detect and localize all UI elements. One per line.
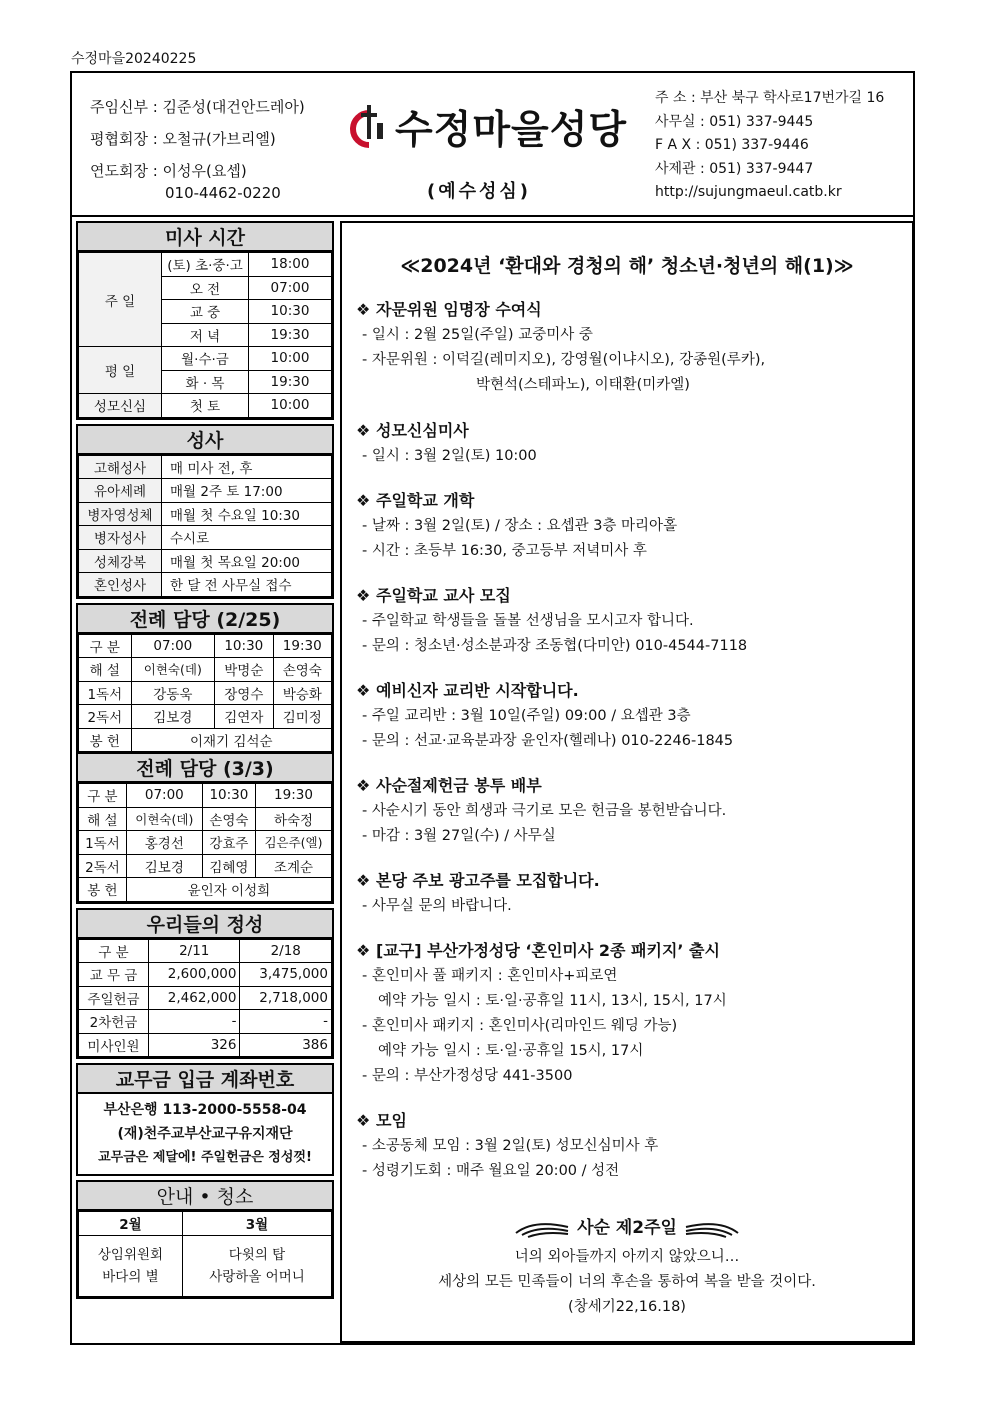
verse-line: 세상의 모든 민족들이 너의 후손을 통하여 복을 받을 것이다.	[438, 1273, 816, 1290]
offering-header: 2/18	[240, 939, 332, 963]
sunday-label: 주 일	[79, 253, 162, 347]
offering-value: 326	[149, 1033, 240, 1057]
offering-value: -	[240, 1010, 332, 1034]
liturgy-header: 구 분	[79, 784, 127, 808]
cleaning-group: 사랑하올 어머니	[209, 1268, 305, 1285]
offering-label: 2차헌금	[79, 1010, 149, 1034]
liturgy-cell: 강동욱	[131, 681, 215, 705]
notice-line: - 소공동체 모임 : 3월 2일(토) 성모신심미사 후	[362, 1138, 659, 1154]
liturgy-header: 07:00	[126, 784, 202, 808]
liturgy-cell: 박명순	[215, 658, 273, 682]
sacraments-table	[78, 455, 332, 597]
liturgy-cell: 이현숙(데)	[131, 658, 215, 682]
sacraments-box	[76, 424, 334, 599]
notices-title: ≪2024년 ‘환대와 경청의 해’ 청소년·청년의 해(1)≫	[400, 255, 854, 277]
liturgy-offering: 윤인자 이성희	[126, 878, 331, 902]
liturgy-role: 해 설	[79, 807, 127, 831]
offering-label: 교 무 금	[79, 963, 149, 987]
liturgy-header: 19:30	[255, 784, 331, 808]
fax: F A X : 051) 337-9446	[655, 137, 809, 153]
cleaning-group: 바다의 별	[102, 1268, 159, 1285]
offering-value: 2,718,000	[240, 986, 332, 1010]
sacrament-value: 매월 첫 수요일 10:30	[162, 502, 332, 526]
liturgy-role: 2독서	[79, 705, 132, 729]
sacrament-value: 한 달 전 사무실 접수	[162, 573, 332, 597]
notice-heading-text: 모임	[376, 1111, 407, 1130]
cleaning-mar	[183, 1235, 332, 1296]
rectory-phone: 사제관 : 051) 337-9447	[655, 160, 814, 177]
liturgy-role: 해 설	[79, 658, 132, 682]
contact-info	[655, 87, 884, 205]
offering-value: 3,475,000	[240, 963, 332, 987]
header	[72, 73, 913, 217]
notice-heading	[356, 868, 911, 894]
offering-value: 386	[240, 1033, 332, 1057]
notice-line: - 혼인미사 패키지 : 혼인미사(리마인드 웨딩 가능)	[362, 1018, 678, 1034]
sacrament-name: 혼인성사	[79, 573, 162, 597]
office-phone: 사무실 : 051) 337-9445	[655, 113, 814, 130]
notice-heading	[356, 773, 911, 799]
liturgy-header: 19:30	[273, 634, 331, 658]
liturgy-cell: 김혜영	[202, 854, 255, 878]
liturgy-box	[76, 603, 334, 904]
notice-section	[356, 297, 911, 398]
cleaning-feb	[79, 1235, 183, 1296]
sacrament-value: 매 미사 전, 후	[162, 455, 332, 479]
cleaning-table	[78, 1211, 332, 1297]
liturgy-cell: 김미정	[273, 705, 331, 729]
mass-name: (토) 초·중·고	[162, 253, 249, 277]
notice-section	[356, 678, 911, 754]
notice-heading	[356, 938, 911, 964]
church-brand	[347, 97, 647, 157]
liturgy2-title: 전례 담당 (3/3)	[78, 752, 332, 783]
account-details	[78, 1094, 332, 1174]
cleaning-month: 3월	[183, 1212, 332, 1236]
sacrament-value: 매월 첫 목요일 20:00	[162, 549, 332, 573]
verse-reference: (창세기22,16.18)	[568, 1298, 686, 1315]
diamond-icon: ❖	[356, 1111, 371, 1130]
mass-name: 첫 토	[162, 394, 249, 418]
liturgy1-title: 전례 담당 (2/25)	[78, 605, 332, 634]
liturgy-cell: 조계순	[255, 854, 331, 878]
notice-heading	[356, 678, 911, 704]
verse-text	[342, 1245, 912, 1320]
left-wing-ornament-icon	[514, 1219, 572, 1239]
notice-heading-text: 사순절제헌금 봉투 배부	[376, 776, 542, 795]
sacrament-value: 매월 2주 토 17:00	[162, 479, 332, 503]
church-logo-icon	[347, 103, 391, 153]
notice-line: - 문의 : 부산가정성당 441-3500	[362, 1068, 573, 1084]
cleaning-month: 2월	[79, 1212, 183, 1236]
notice-line: - 문의 : 청소년·성소분과장 조동협(다미안) 010-4544-7118	[362, 638, 748, 654]
sacrament-value: 수시로	[162, 526, 332, 550]
council-president: 평협회장 : 오철규(가브리엘)	[90, 130, 276, 148]
notice-heading-text: 성모신심미사	[376, 421, 469, 440]
leaders-info	[90, 91, 305, 209]
offerings-table	[78, 939, 332, 1058]
mass-time: 19:30	[249, 370, 332, 394]
offering-header: 2/11	[149, 939, 240, 963]
notice-line: - 사순시기 동안 희생과 극기로 모은 헌금을 봉헌받습니다.	[362, 803, 727, 819]
liturgy-cell: 하숙정	[255, 807, 331, 831]
liturgy-cell: 손영숙	[202, 807, 255, 831]
website-link[interactable]: http://sujungmaeul.catb.kr	[655, 184, 842, 200]
offering-header: 구 분	[79, 939, 149, 963]
notice-line: - 자문위원 : 이덕길(레미지오), 강영월(이냐시오), 강종원(루카),	[362, 352, 766, 368]
sacrament-name: 병자영성체	[79, 502, 162, 526]
address: 주 소 : 부산 북구 학사로17번가길 16	[655, 90, 885, 106]
mass-name: 저 녁	[162, 323, 249, 347]
cleaning-box	[76, 1180, 334, 1299]
liturgy2-table	[78, 783, 332, 902]
liturgy-header: 구 분	[79, 634, 132, 658]
liturgy-role: 봉 헌	[79, 878, 127, 902]
account-box	[76, 1063, 334, 1176]
notice-heading	[356, 418, 911, 444]
notice-line: - 일시 : 3월 2일(토) 10:00	[362, 448, 537, 464]
sacrament-name: 유아세례	[79, 479, 162, 503]
notice-line: - 사무실 문의 바랍니다.	[362, 898, 512, 914]
notices-column	[340, 221, 914, 1343]
notice-line: - 일시 : 2월 25일(주일) 교중미사 중	[362, 327, 593, 343]
diamond-icon: ❖	[356, 300, 371, 319]
liturgy-role: 봉 헌	[79, 728, 132, 752]
liturgy-cell: 이현숙(데)	[126, 807, 202, 831]
notice-heading	[356, 297, 911, 323]
liturgy-cell: 홍경선	[126, 831, 202, 855]
offering-label: 미사인원	[79, 1033, 149, 1057]
church-name: 수정마을성당	[395, 108, 628, 153]
bulletin-frame	[70, 71, 915, 1345]
offerings-title: 우리들의 정성	[78, 910, 332, 939]
notice-line: - 주일학교 학생들을 돌볼 선생님을 모시고자 합니다.	[362, 613, 694, 629]
notice-section	[356, 1108, 911, 1184]
offerings-box	[76, 908, 334, 1060]
notice-line: 예약 가능 일시 : 토·일·공휴일 11시, 13시, 15시, 17시	[378, 993, 727, 1009]
offering-value: 2,600,000	[149, 963, 240, 987]
mass-time: 10:00	[249, 394, 332, 418]
account-note: 교무금은 제달에! 주일헌금은 정성껏!	[98, 1150, 312, 1165]
sacrament-name: 병자성사	[79, 526, 162, 550]
diamond-icon: ❖	[356, 871, 371, 890]
notice-section	[356, 583, 911, 659]
liturgy-cell: 김보경	[131, 705, 215, 729]
notice-line: 박현석(스테파노), 이태환(미카엘)	[476, 377, 690, 393]
notice-line: 예약 가능 일시 : 토·일·공휴일 15시, 17시	[378, 1043, 644, 1059]
liturgy-cell: 김보경	[126, 854, 202, 878]
notice-line: - 성령기도회 : 매주 월요일 20:00 / 성전	[362, 1163, 620, 1179]
closing-heading	[342, 1213, 912, 1239]
diamond-icon: ❖	[356, 421, 371, 440]
notice-heading-text: 주일학교 개학	[376, 491, 475, 510]
mass-time: 19:30	[249, 323, 332, 347]
mass-name: 오 전	[162, 276, 249, 300]
mass-times-table	[78, 252, 332, 418]
liturgy-cell: 강효주	[202, 831, 255, 855]
notice-line: - 마감 : 3월 27일(수) / 사무실	[362, 828, 556, 844]
diamond-icon: ❖	[356, 681, 371, 700]
bank-account: 부산은행 113-2000-5558-04	[103, 1102, 307, 1118]
mass-time: 07:00	[249, 276, 332, 300]
mass-time: 10:00	[249, 347, 332, 371]
notice-heading-text: 주일학교 교사 모집	[376, 586, 511, 605]
notice-section	[356, 488, 911, 564]
liturgy-cell: 장영수	[215, 681, 273, 705]
motto: (예수성심)	[427, 181, 532, 202]
sacrament-name: 성체강복	[79, 549, 162, 573]
notice-heading-text: 예비신자 교리반 시작합니다.	[376, 681, 579, 700]
notice-section	[356, 418, 911, 469]
sacraments-title: 성사	[78, 426, 332, 455]
offering-label: 주일헌금	[79, 986, 149, 1010]
notice-heading	[356, 488, 911, 514]
notice-heading	[356, 1108, 911, 1134]
weekday-label: 평 일	[79, 347, 162, 394]
diamond-icon: ❖	[356, 941, 371, 960]
notice-line: - 혼인미사 풀 패키지 : 혼인미사+피로연	[362, 968, 618, 984]
liturgy-cell: 박승화	[273, 681, 331, 705]
liturgy-cell: 손영숙	[273, 658, 331, 682]
notice-line: - 문의 : 선교·교육분과장 윤인자(헬레나) 010-2246-1845	[362, 733, 734, 749]
liturgy-offering: 이재기 김석순	[131, 728, 331, 752]
offering-value: 2,462,000	[149, 986, 240, 1010]
mass-times-title: 미사 시간	[78, 223, 332, 252]
cleaning-title: 안내 • 청소	[78, 1182, 332, 1211]
liturgy-header: 10:30	[215, 634, 273, 658]
left-column	[76, 221, 334, 1303]
notice-heading	[356, 583, 911, 609]
notice-section	[356, 868, 911, 919]
notice-section	[356, 773, 911, 849]
closing-title: 사순 제2주일	[577, 1218, 677, 1238]
liturgy-cell: 김연자	[215, 705, 273, 729]
notice-heading-text: 자문위원 임명장 수여식	[376, 300, 542, 319]
notice-line: - 날짜 : 3월 2일(토) / 장소 : 요셉관 3층 마리아홀	[362, 518, 678, 534]
liturgy-role: 1독서	[79, 831, 127, 855]
verse-line: 너의 외아들까지 아끼지 않았으니…	[514, 1248, 740, 1265]
cleaning-group: 다윗의 탑	[228, 1246, 286, 1263]
offering-value: -	[149, 1010, 240, 1034]
sacrament-name: 고해성사	[79, 455, 162, 479]
right-wing-ornament-icon	[682, 1219, 740, 1239]
liturgy-cell: 김은주(엘)	[255, 831, 331, 855]
closing-verse	[342, 1213, 912, 1320]
notice-line: - 시간 : 초등부 16:30, 중고등부 저녁미사 후	[362, 543, 647, 559]
yeondo-president: 연도회장 : 이성우(요셉)	[90, 162, 247, 180]
pastor: 주임신부 : 김준성(대건안드레아)	[90, 98, 305, 116]
liturgy1-table	[78, 634, 332, 753]
account-title: 교무금 입금 계좌번호	[78, 1065, 332, 1094]
yeondo-phone: 010-4462-0220	[165, 184, 281, 202]
diamond-icon: ❖	[356, 586, 371, 605]
liturgy-role: 1독서	[79, 681, 132, 705]
liturgy-header: 10:30	[202, 784, 255, 808]
cleaning-group: 상임위원회	[97, 1246, 164, 1263]
mass-name: 화 · 목	[162, 370, 249, 394]
liturgy-header: 07:00	[131, 634, 215, 658]
mass-name: 교 중	[162, 300, 249, 324]
notice-section	[356, 938, 911, 1089]
liturgy-role: 2독서	[79, 854, 127, 878]
notice-heading-text: 본당 주보 광고주를 모집합니다.	[376, 871, 600, 890]
mass-name: 월·수·금	[162, 347, 249, 371]
mass-time: 18:00	[249, 253, 332, 277]
mass-times-box	[76, 221, 334, 420]
account-holder: (재)천주교부산교구유지재단	[117, 1126, 293, 1142]
mass-time: 10:30	[249, 300, 332, 324]
diamond-icon: ❖	[356, 491, 371, 510]
notice-heading-text: [교구] 부산가정성당 ‘혼인미사 2종 패키지’ 출시	[376, 941, 720, 960]
diamond-icon: ❖	[356, 776, 371, 795]
notice-line: - 주일 교리반 : 3월 10일(주일) 09:00 / 요셉관 3층	[362, 708, 691, 724]
document-id: 수정마을20240225	[71, 51, 197, 67]
first-saturday-label: 성모신심	[79, 394, 162, 418]
